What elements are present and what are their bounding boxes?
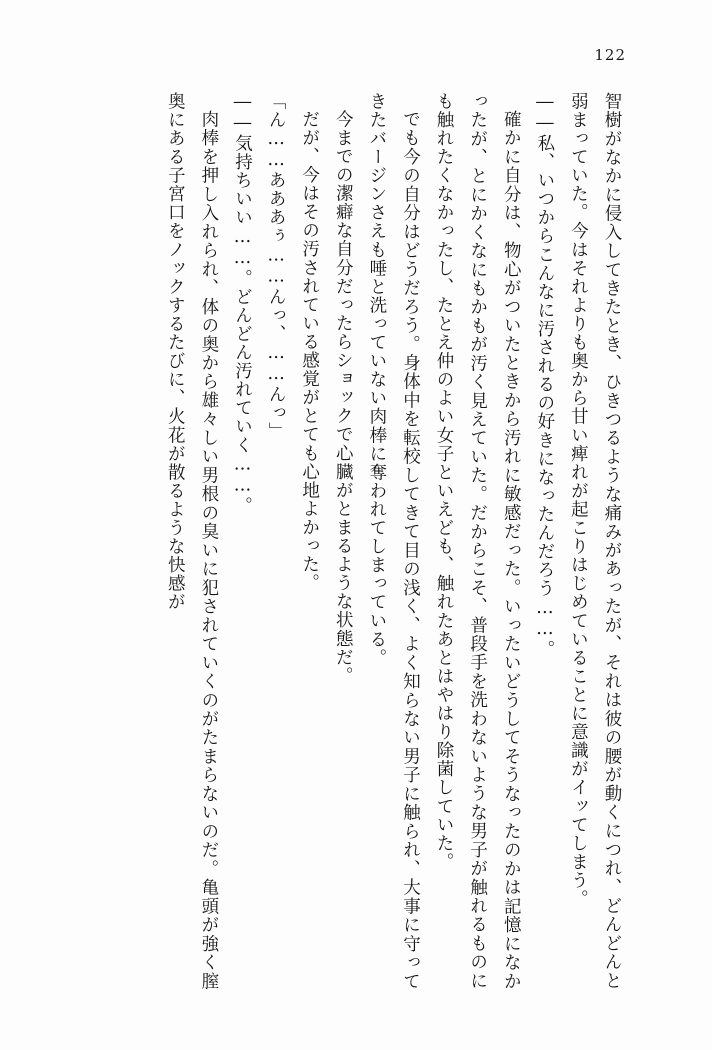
paragraph: だが、今はその汚されている感覚がとても心地よかった。: [299, 109, 320, 592]
page-text-body: [84, 92, 628, 990]
paragraph: ――気持ちいい……。どんどん汚れていく……。: [232, 92, 253, 516]
paragraph: ――私、いつからこんなに汚されるの好きになったんだろう……。: [534, 92, 555, 659]
paragraph: 「ん……あああぅ……んっ、……んっ」: [266, 92, 287, 441]
paragraph: 今までの潔癖な自分だったらショックで心臓がとまるような状態だ。: [333, 109, 354, 685]
paragraph: 確かに自分は、物心がついたときから汚れに敏感だった。いったいどうしてそうなったのかは記憶になかったが、とにかくなにもかもが汚く見えていた。だからこそ、普段手を洗わないような男子が触れるものにも触れたくなかったし、たとえ仲のよい女子といえども、触れたあとはやはり除菌していた。: [434, 92, 522, 990]
paragraph: 肉棒を押し入れられ、体の奥から雄々しい男根の臭いに犯されていくのがたまらないのだ。亀頭が強く膣奥にある子宮口をノックするたびに、火花が散るような快感が: [165, 92, 219, 990]
paragraph: でも今の自分はどうだろう。身体中を転校してきて目の浅く、よく知らない男子に触られ、大事に守ってきたバージンさえも唾と洗っていない肉棒に奪われてしまっている。: [366, 92, 421, 990]
page-number: 122: [594, 46, 626, 64]
paragraph: 智樹がなかに侵入してきたとき、ひきつるような痛みがあったが、それは彼の腰が動くにつれ、どんどんと弱まっていた。今はそれよりも奥から甘い痺れが起こりはじめていることに意識がイッてしまう。: [568, 92, 622, 990]
